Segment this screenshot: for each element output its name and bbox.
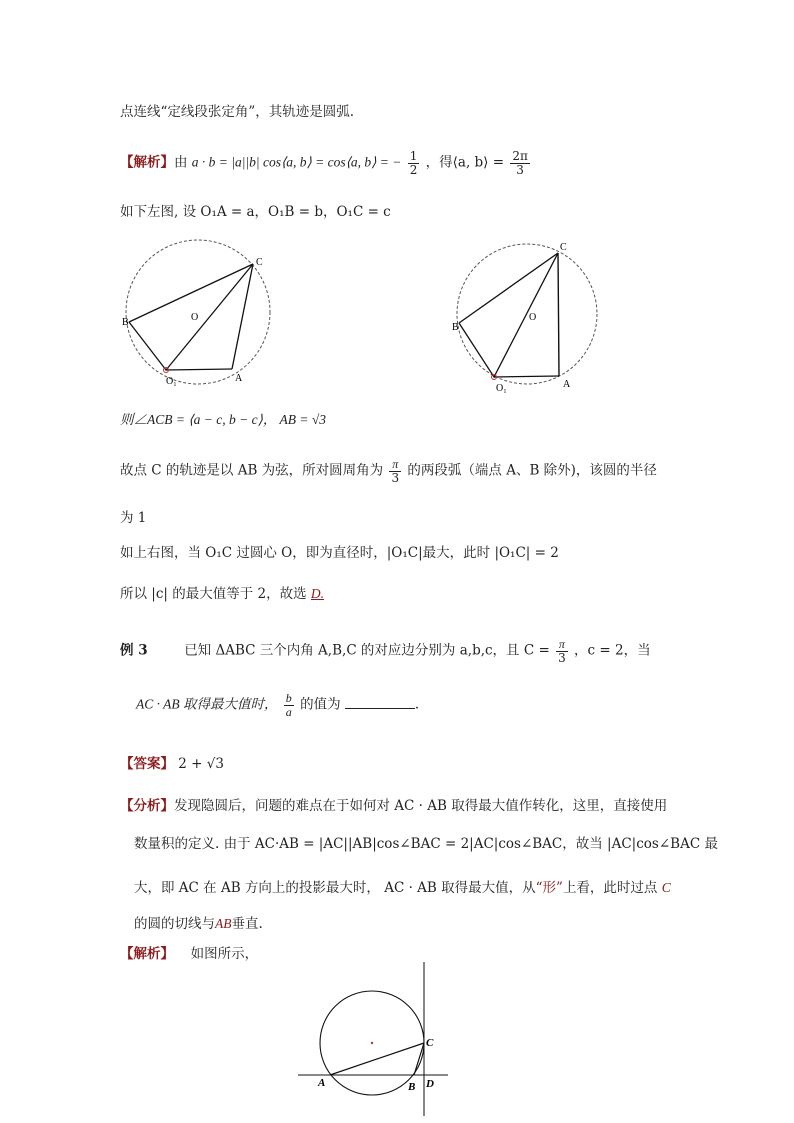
label-b: B xyxy=(452,322,459,333)
label-a: A xyxy=(318,1077,326,1089)
fraction-b-over-a: $\frac{b}{a}$ xyxy=(285,691,292,719)
solution-2-line xyxy=(120,946,258,963)
example-text-b: ，c = 2，当 xyxy=(574,642,651,659)
example-period: . xyxy=(414,696,420,713)
example-text-a: 已知 ΔABC 三个内角 A,B,C 的对应边分别为 a,b,c，且 C = xyxy=(184,642,550,659)
example-label: 例 3 xyxy=(120,642,148,659)
analysis-line-1 xyxy=(120,798,667,815)
text-line-1: 点连线“定线段张定角”，其轨迹是圆弧. xyxy=(120,104,355,120)
label-a: A xyxy=(235,373,243,384)
segment-ca xyxy=(232,264,253,369)
figure-bottom xyxy=(296,960,452,1120)
segment-cb xyxy=(414,1043,424,1075)
example-text-c: AC · AB 取得最大值时， xyxy=(136,696,278,712)
text-locus xyxy=(120,458,657,484)
analysis-line-4 xyxy=(134,916,263,933)
segment-o1a xyxy=(166,369,232,370)
analysis-line-2: 数量积的定义. 由于 AC·AB = |AC||AB|cos∠BAC = 2|AC|cos∠BAC，故当 |AC|cos∠BAC 最 xyxy=(134,836,718,852)
triangle-o1bc xyxy=(459,253,558,377)
answer-value: 2 + √3 xyxy=(178,756,224,772)
text-you: 由 xyxy=(174,154,188,171)
analysis-text-3c: 上看，此时过点 xyxy=(562,880,658,896)
label-o: O xyxy=(191,312,199,323)
solution-line-1 xyxy=(120,150,532,176)
fraction-pi-three: $\frac{\pi}{3}$ xyxy=(391,457,400,485)
solution-2-text: 如图所示， xyxy=(190,946,259,962)
text-angle-acb: 则∠ACB = ⟨a − c, b − c⟩， AB = √3 xyxy=(120,412,326,427)
answer-blank xyxy=(345,696,415,709)
text-line-setup: 如下左图, 设 O₁A = a，O₁B = b，O₁C = c xyxy=(120,204,391,220)
example-3-line-1 xyxy=(120,638,651,664)
fraction-pi-three-c: $\frac{\pi}{3}$ xyxy=(558,637,566,665)
label-o1: O₁ xyxy=(166,376,177,387)
text-de: ，得⟨a, b⟩ = xyxy=(425,154,505,171)
analysis-ab: AB xyxy=(215,916,232,931)
text-diameter: 如上右图，当 O₁C 过圆心 O，即为直径时，|O₁C|最大，此时 |O₁C| = 2 xyxy=(120,545,559,561)
center-dot xyxy=(371,1042,373,1044)
analysis-line-3 xyxy=(134,880,671,897)
segment-ca xyxy=(558,253,559,376)
jiexi-tag-2: 【解析】 xyxy=(120,946,174,962)
analysis-text-4a: 的圆的切线与 xyxy=(134,916,215,932)
answer-tag: 【答案】 xyxy=(120,756,174,772)
segment-o1a xyxy=(494,376,559,377)
text-radius: 为 1 xyxy=(120,510,147,526)
label-b: B xyxy=(408,1081,416,1093)
label-o1: O₁ xyxy=(496,383,507,394)
text-locus-b: 的两段弧（端点 A、B 除外)，该圆的半径 xyxy=(407,462,657,479)
formula-dot-product: a · b = |a||b| cos⟨a, b⟩ = cos⟨a, b⟩ = − xyxy=(191,154,402,170)
fraction-one-half: $\frac{1}{2}$ xyxy=(409,149,418,177)
analysis-tag: 【分析】 xyxy=(120,798,174,814)
label-o: O xyxy=(529,312,537,323)
segment-ac xyxy=(330,1043,424,1075)
example-3-line-2 xyxy=(136,692,419,718)
analysis-point-c: C xyxy=(661,880,671,895)
label-c: C xyxy=(560,242,567,253)
figure-right xyxy=(446,238,606,394)
analysis-text-4c: 垂直. xyxy=(231,916,263,932)
label-b: B xyxy=(122,317,129,328)
figure-left xyxy=(118,236,278,388)
text-conclusion-a: 所以 |c| 的最大值等于 2，故选 xyxy=(120,586,307,602)
analysis-text-1: 发现隐圆后，问题的难点在于如何对 AC · AB 取得最大值作转化，这里，直接使用 xyxy=(174,798,668,814)
label-c: C xyxy=(256,257,263,268)
text-conclusion xyxy=(120,586,324,603)
answer-line xyxy=(120,756,224,773)
answer-choice-d: D. xyxy=(310,586,325,601)
example-text-d: 的值为 xyxy=(300,696,341,713)
analysis-text-3a: 大，即 AC 在 AB 方向上的投影最大时， AC · AB 取得最大值，从 xyxy=(134,880,536,896)
fraction-two-pi-three: $\frac{2\pi}{3}$ xyxy=(512,149,528,177)
text-locus-a: 故点 C 的轨迹是以 AB 为弦，所对圆周角为 xyxy=(120,462,384,479)
label-d: D xyxy=(426,1078,434,1090)
label-a: A xyxy=(563,379,571,390)
jiexi-tag: 【解析】 xyxy=(120,154,174,171)
label-c: C xyxy=(426,1037,434,1049)
analysis-text-shape: “形” xyxy=(535,880,563,896)
